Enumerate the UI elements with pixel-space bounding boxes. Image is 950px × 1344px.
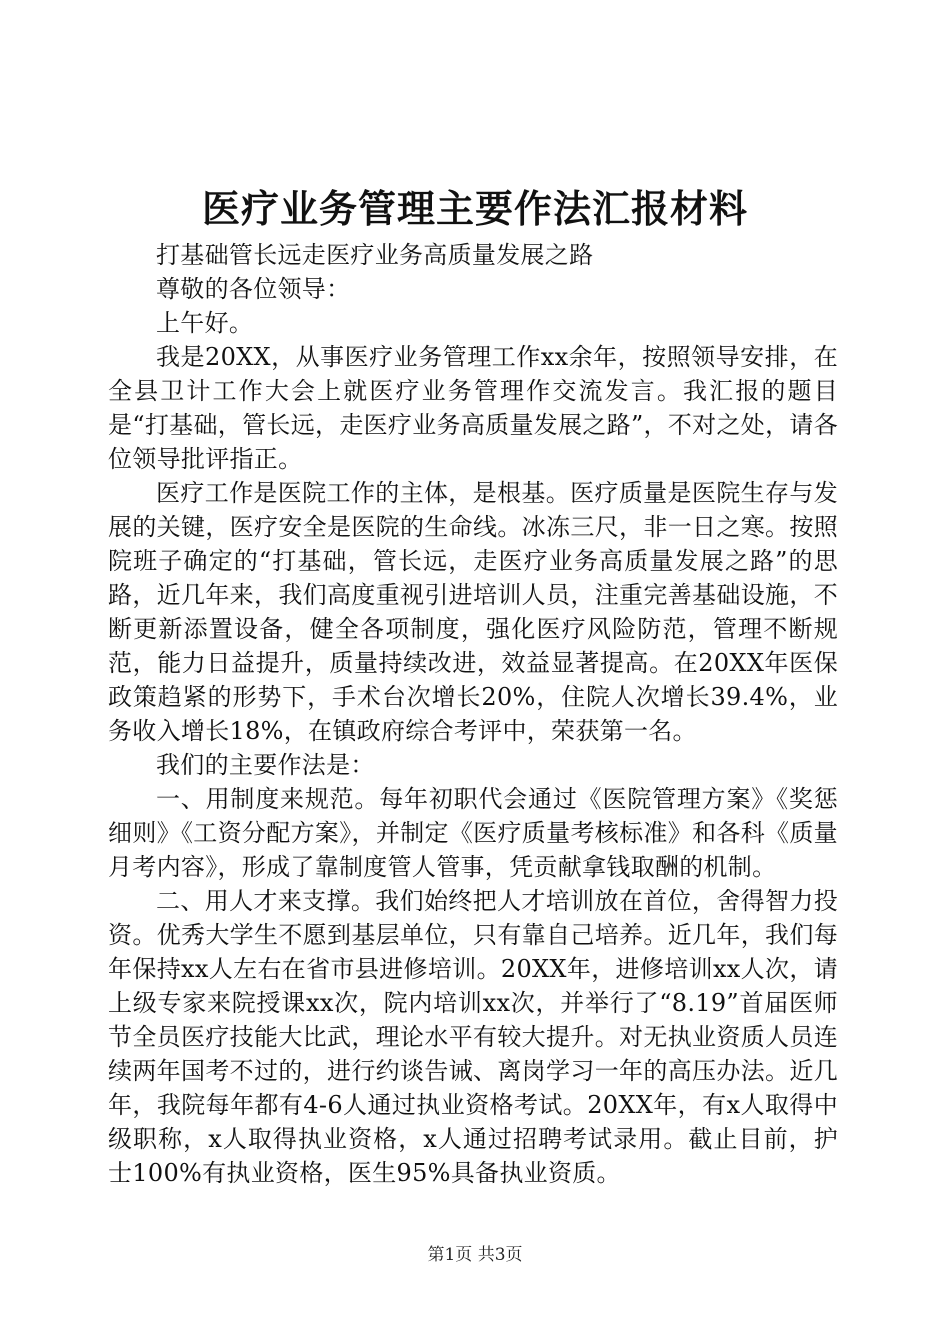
paragraph-overview: 医疗工作是医院工作的主体，是根基。医疗质量是医院生存与发展的关键，医疗安全是医院的生命线。冰冻三尺，非一日之寒。按照院班子确定的“打基础，管长远，走医疗业务高质量发展之路”的思路，近几年来，我们高度重视引进培训人员，注重完善基础设施，不断更新添置设备，健全各项制度，强化医疗风险防范，管理不断规范，能力日益提升，质量持续改进，效益显著提高。在20XX年医保政策趋紧的形势下，手术台次增长20%，住院人次增长39.4%，业务收入增长18%，在镇政府综合考评中，荣获第一名。 <box>108 479 838 745</box>
paragraph-method-two: 二、用人才来支撑。我们始终把人才培训放在首位，舍得智力投资。优秀大学生不愿到基层单位，只有靠自己培养。近几年，我们每年保持xx人左右在省市县进修培训。20XX年，进修培训xx人次，请上级专家来院授课xx次，院内培训xx次，并举行了“8.19”首届医师节全员医疗技能大比武，理论水平有较大提升。对无执业资质人员连续两年国考不过的，进行约谈告诫、离岗学习一年的高压办法。近几年，我院每年都有4-6人通过执业资格考试。20XX年，有x人取得中级职称，x人取得执业资格，x人通过招聘考试录用。截止目前，护士100%有执业资格，医生95%具备执业资质。 <box>108 887 838 1187</box>
paragraph-method-one: 一、用制度来规范。每年初职代会通过《医院管理方案》《奖惩细则》《工资分配方案》，并制定《医疗质量考核标准》和各科《质量月考内容》，形成了靠制度管人管事，凭贡献拿钱取酬的机制。 <box>108 785 838 881</box>
paragraph-salutation: 尊敬的各位领导： <box>156 275 351 303</box>
paragraph-greeting: 上午好。 <box>156 309 254 337</box>
paragraph-intro: 我是20XX，从事医疗业务管理工作xx余年，按照领导安排，在全县卫计工作大会上就医疗业务管理作交流发言。我汇报的题目是“打基础，管长远，走医疗业务高质量发展之路”，不对之处，请各位领导批评指正。 <box>108 343 838 473</box>
paragraph-methods-heading: 我们的主要作法是： <box>156 751 375 779</box>
document-title: 医疗业务管理主要作法汇报材料 <box>201 186 748 231</box>
page-footer: 第1页 共3页 <box>427 1245 523 1265</box>
document-body <box>108 238 838 1190</box>
paragraph-subtitle: 打基础管长远走医疗业务高质量发展之路 <box>156 241 594 269</box>
